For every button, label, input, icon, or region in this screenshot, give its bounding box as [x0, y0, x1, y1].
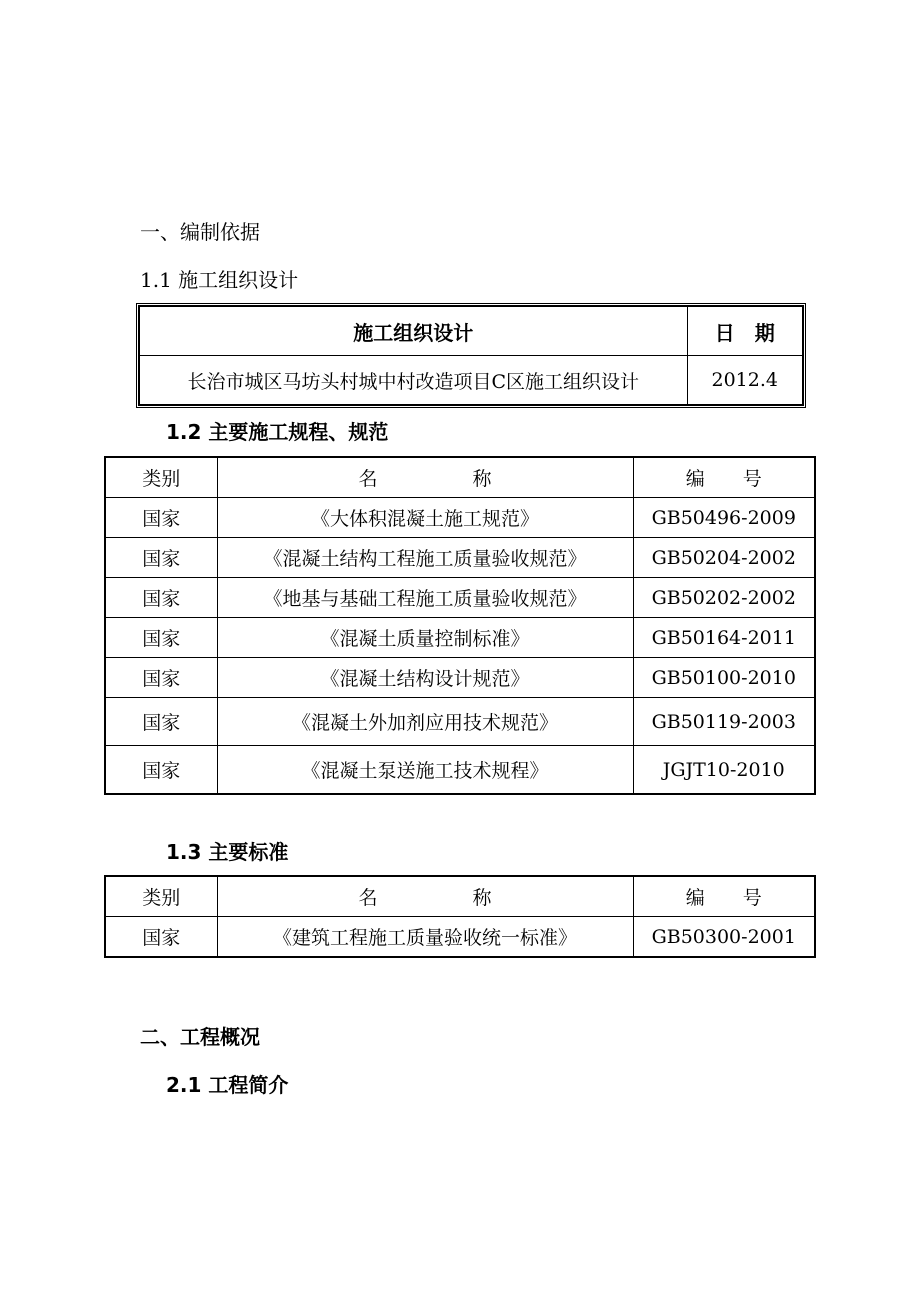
name-cell: 《混凝土结构工程施工质量验收规范》 — [217, 538, 633, 578]
code-cell: GB50164-2011 — [633, 618, 815, 658]
construction-plan-table — [138, 305, 804, 406]
section-1-title: 一、编制依据 — [140, 220, 260, 244]
table-row — [105, 578, 815, 618]
table-row — [105, 498, 815, 538]
name-cell: 《混凝土泵送施工技术规程》 — [217, 746, 633, 795]
plan-name-cell: 长治市城区马坊头村城中村改造项目C区施工组织设计 — [139, 356, 687, 406]
table-row — [139, 356, 803, 406]
code-cell: GB50300-2001 — [633, 917, 815, 958]
code-cell: JGJT10-2010 — [633, 746, 815, 795]
table-header-row — [105, 876, 815, 917]
category-cell: 国家 — [105, 746, 217, 795]
table-row — [105, 538, 815, 578]
header-category: 类别 — [105, 457, 217, 498]
category-cell: 国家 — [105, 917, 217, 958]
standards-table — [104, 875, 816, 958]
table-header-row — [139, 306, 803, 356]
code-cell: GB50496-2009 — [633, 498, 815, 538]
table-header-row — [105, 457, 815, 498]
category-cell: 国家 — [105, 698, 217, 746]
subsection-1-2-title: 1.2 主要施工规程、规范 — [166, 420, 389, 444]
specs-table — [104, 456, 816, 795]
header-code: 编 号 — [633, 457, 815, 498]
table-row — [105, 618, 815, 658]
name-cell: 《混凝土外加剂应用技术规范》 — [217, 698, 633, 746]
name-cell: 《混凝土结构设计规范》 — [217, 658, 633, 698]
header-name: 名 称 — [217, 876, 633, 917]
category-cell: 国家 — [105, 618, 217, 658]
plan-date-cell: 2012.4 — [687, 356, 803, 406]
name-cell: 《建筑工程施工质量验收统一标准》 — [217, 917, 633, 958]
code-cell: GB50204-2002 — [633, 538, 815, 578]
table-row — [105, 917, 815, 958]
subsection-1-1-title: 1.1 施工组织设计 — [140, 268, 299, 292]
category-cell: 国家 — [105, 658, 217, 698]
category-cell: 国家 — [105, 538, 217, 578]
category-cell: 国家 — [105, 578, 217, 618]
table-row — [105, 746, 815, 795]
code-cell: GB50100-2010 — [633, 658, 815, 698]
code-cell: GB50119-2003 — [633, 698, 815, 746]
name-cell: 《地基与基础工程施工质量验收规范》 — [217, 578, 633, 618]
table-row — [105, 658, 815, 698]
subsection-1-3-title: 1.3 主要标准 — [166, 840, 289, 864]
section-2-title: 二、工程概况 — [140, 1025, 260, 1049]
name-cell: 《混凝土质量控制标准》 — [217, 618, 633, 658]
table-row — [105, 698, 815, 746]
header-code: 编 号 — [633, 876, 815, 917]
header-plan: 施工组织设计 — [139, 306, 687, 356]
header-name: 名 称 — [217, 457, 633, 498]
category-cell: 国家 — [105, 498, 217, 538]
name-cell: 《大体积混凝土施工规范》 — [217, 498, 633, 538]
subsection-2-1-title: 2.1 工程简介 — [166, 1073, 289, 1097]
header-category: 类别 — [105, 876, 217, 917]
header-date: 日 期 — [687, 306, 803, 356]
code-cell: GB50202-2002 — [633, 578, 815, 618]
